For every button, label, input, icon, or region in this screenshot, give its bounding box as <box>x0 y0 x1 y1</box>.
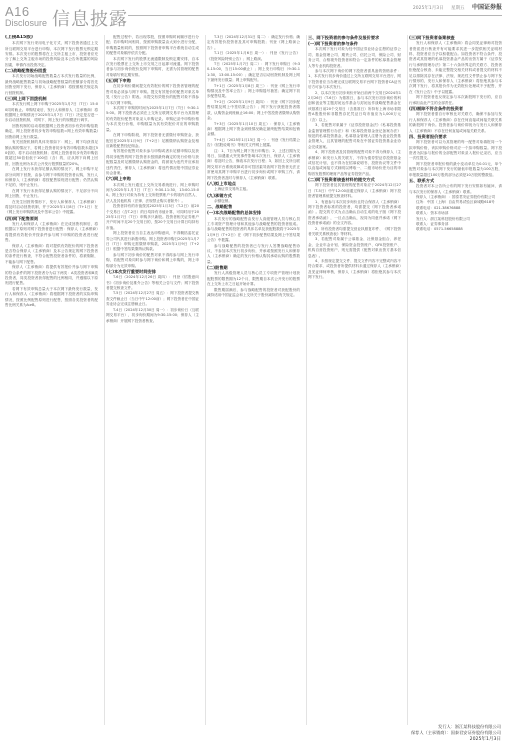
body-paragraph: 回拨机制的启动将根据网上投资者初步有效申购倍数确定，网上投资者初步有效申购倍数=网上有效申购数量/回拨前网上发行数量。 <box>5 123 98 139</box>
body-paragraph: 2、以本次发行初步询价开始日前两个交易日2024年12月26日（T-6日）为基准日，参与本次发行初步询价的科创和创业等主题封闭运作基金与封闭运作战略配售基金在该基准日前20个交易日（含基准日）所持有上海市场非限售A股股份和非限售存托凭证日均市值应为1,000万元（含）以上。 <box>308 90 401 122</box>
body-paragraph: T日（2025年1月7日 周二）：网下发行申购日（9:30-15:00，当日15:00截止）；网上发行申购日（9:30-11:30，13:00-15:00）；确定是否启动回拨机制及网上网下最终发行数量；网上申购配号。 <box>207 62 300 83</box>
text-column-3 <box>207 35 300 725</box>
section-heading: (八)拟上市地点 <box>207 180 236 186</box>
body-paragraph: 发行人和保荐人（主承销商）在完成回拨机制后，将根据以下原则对网下投资者进行配售：保荐人（主承销商）将提供有效报价并按条件参与网下申购的投资者进行配售。 <box>5 222 98 243</box>
body-paragraph: 联系电话：021-38676888 <box>416 205 461 210</box>
body-paragraph: 注：1、T日为网上网下发行申购日；2、上述日期为交易日，如遇重大突发事件影响本次发行，保荐人（主承销商）将及时公告，修改本次发行日程；3、如因上交所互联网交易平台系统故障或非可控因素导致网下投资者无法正常使用其网下申购平台进行初步询价或网下申购工作，请网下投资者及时与保荐人（主承销商）联系。 <box>207 148 300 180</box>
body-paragraph: T-1日（2025年1月6日 周一）：刊登《发行公告》《投资风险特别公告》；网上路演。 <box>207 51 300 61</box>
body-paragraph: 本次发行网上网下申购于2025年1月7日（T日）15:00同时截止。申购结束后，发行人和保荐人（主承销商）将根据网上申购情况于2025年1月7日（T日）决定是否进一步启动回拨机制，对网下、网上发行的规模进行调节。 <box>5 102 98 123</box>
body-paragraph: 本次网下发行对象为经中国证券业协会注册的证券公司、基金管理公司、期货公司、信托公司、保险公司、财务公司、合格境外投资者和符合一定条件的私募基金管理人等专业机构投资者。 <box>308 47 401 68</box>
body-paragraph: 本次网下申购的时间为2025年1月7日（T日）9:30-15:00。网下投资者必须在上交所互联网交易平台为其管理的有效报价配售对象录入申购记录。申购记录中申购价格为本次发行价格，申购数量为其有效报价对应的申购数量。 <box>106 106 199 132</box>
body-paragraph: 联系人：资本市场部 <box>416 211 449 216</box>
section-heading: (五)网下申购 <box>106 78 131 84</box>
body-paragraph: 在初步询价期间提交有效报价的网下投资者管理的配售对象必须参与网下申购。提交有效报价的配售对象名单见《发行公告》附表。未提交有效报价的配售对象不得参与本次网下申购。 <box>106 84 199 105</box>
section-heading: (二)战略配售股份回拨 <box>5 68 47 74</box>
body-paragraph: T+1日（2025年1月8日 周三）：刊登《网上发行申购情况及中签率公告》；网上申购摇号抽签；确定网下初步配售结果。 <box>207 83 300 99</box>
body-paragraph: 发行人和保荐人（主承销商）将会同见证律师对投资者资质进行核查并有可能要求其进一步提供相关证明材料，投资者应当予以积极配合。如投资者不符合条件、投资者或其管理的私募投资基金产品的出资方属于《证券发行与承销管理办法》第二十六条所界定的关联方、投资者拒绝配合核查、未能完整提交相关材料或者提交的材料不足以排除其存在法律、法规、规范性文件禁止参与网下发行情形的，发行人和保荐人（主承销商）将拒绝其参与本次网下发行、将其报价作为无效报价处理或不予配售，并在《发行公告》中予以披露。 <box>409 41 502 94</box>
text-column-1 <box>5 35 98 725</box>
body-paragraph: 有效报价配售对象未参与申购或者未足额申购以及获得初步配售的网下投资者未按照最终确定的发行价格与获配数量及时足额缴纳认购资金的，将被视为违约并应承担违约责任，保荐人（主承销商）将违约情况报中国证券业协会备案。 <box>106 149 199 175</box>
body-paragraph: 住所：中国（上海）自由贸易试验区商城路618号 <box>416 200 495 205</box>
body-paragraph: 本次网下发行采用电子化方式，网下投资者通过上交所互联网交易平台进行申购，本次网下发行股票无锁定期安排。本次发行的股票将在上交所主板上市，投资者应充分了解上交所主板市场的投资风险及本公告所披露的风险因素，审慎作出投资决定。 <box>5 41 98 67</box>
issue-date: 2025年1月3日 <box>412 6 444 11</box>
column-divider <box>407 35 408 725</box>
body-paragraph: 保荐人（主承销商）：国泰君安证券股份有限公司 <box>416 194 496 199</box>
body-paragraph: 投资者持有的市值按其2025年1月3日（T-2日）前20个交易日（含T-2日）的日均持有市值计算，可同时用于2025年1月7日（T日）申购多只新股。投资者相关证券账户开户时间不足20个交易日的，按20个交易日计算日均持有市值。 <box>106 204 199 230</box>
body-paragraph: 余额包销。 <box>214 198 232 203</box>
section-heading: (九)承销方式 <box>207 192 232 198</box>
body-paragraph: T-6日（2024年12月26日 周四）：刊登《招股意向书》《初步询价及推介公告》等相关公告与文件；网下投资者提交核查文件。 <box>106 275 199 291</box>
newspaper-name: 中国证券报 <box>471 4 502 11</box>
body-paragraph: 网下投资者违反规定参与本次新股网下发行的，应自行承担由此产生的全部责任。 <box>409 95 502 105</box>
section-heading: (四)网下配售原则 <box>5 215 39 221</box>
body-paragraph: 若网下有效申购总量大于本次网下最终发行数量，发行人和保荐人（主承销商）将根据网下投资者的实际申购情况，按照比例配售原则进行配售，按照各类投资者的配售比例关系为A≥B。 <box>5 286 98 308</box>
announcement-date: 2025年1月3日 <box>469 737 501 742</box>
body-paragraph: 配售过程中，若出现零股，按照申购时间顺序进行分配；若申购时间相同，按照申购数量由大到小进行分配，申购数量相同的，按照网下投资者申购平台系统自动生成的配售对象顺序依次分配。 <box>106 35 199 56</box>
body-paragraph: 在发生回拨的情形下，发行人和保荐人（主承销商）将及时启动回拨机制，并于2025年1月8日（T+1日）在《网上发行申购情况及中签率公告》中披露。 <box>5 199 98 215</box>
section-heading: (一)网下投资者的参与条件 <box>308 41 358 47</box>
section-heading: (七)本次发行重要时间安排 <box>106 269 156 275</box>
announcement-body <box>5 35 502 725</box>
body-paragraph: 限售期届满后，参与战略配售的投资者对获配股份的减持适用中国证监会和上交所关于股份减持的有关规定。 <box>207 287 300 298</box>
body-paragraph: T+4日（2025年1月13日 周一）：刊登《发行结果公告》《招股说明书》等相关文件网上披露。 <box>207 137 300 148</box>
body-paragraph: T+2日（2025年1月9日 周四）：刊登《网下初步配售结果及网上中签结果公告》；网下发行获配投资者缴款，认购资金到账截止16:00；网上中签投资者缴纳认购资金。 <box>207 99 300 121</box>
section-heading: (六)网上申购 <box>106 176 131 182</box>
section-title: 信息披露 <box>52 9 128 30</box>
text-column-2 <box>106 35 199 725</box>
section-heading: (二)网下投资者核查材料的提交方式 <box>308 177 375 183</box>
section-heading: 四、投资者报价要求 <box>409 133 447 139</box>
body-paragraph: 在网上发行未获得足额认购的情况下，网上申购不足部分向网下回拨，由参与网下申购的投资者认购，发行人和保荐人（主承销商）将按配售原则进行配售；仍然认购不足的，则中止发行。 <box>5 167 98 188</box>
column-divider <box>104 35 105 725</box>
section-heading: 三、网下投资者的参与条件及报价要求 <box>308 35 380 40</box>
header-meta <box>407 2 502 11</box>
body-paragraph: 网上投资者应当自主表达申购意向，不得概括委托证券公司代其进行新股申购。网上投资者申购日2025年1月7日（T日）申购无需缴纳申购款，2025年1月9日（T+2日）根据中签结果缴纳认购款。 <box>106 231 199 252</box>
body-paragraph: 保荐人（主承销商）将对提供有效报价的网下投资者是否符合保荐人（主承销商）及本公告规定的网下投资者的条件进行核查，不符合配售投资者条件的，将被剔除，不能参与网下配售。 <box>5 243 98 264</box>
section-heading: (三)网上网下回拨机制 <box>5 96 47 102</box>
page-number: A16 <box>5 4 30 19</box>
body-paragraph: T-5日（2024年12月27日 周五）：网下投资者提交核查文件截止日（当日中午12:00前）；网下投资者在中国证券业协会完成注册截止日。 <box>106 291 199 307</box>
section-heading: (三)网下投资者备案核查 <box>409 35 455 40</box>
header-rule <box>128 13 502 19</box>
page-masthead <box>0 0 506 32</box>
body-paragraph: 网下投资者及其管理的配售对象应于2024年12月27日（T-5日）中午12:00前通过保荐人（主承销商）网下投资者管理系统提交核查材料。 <box>308 183 401 199</box>
body-paragraph: T-4日（2024年12月30日 周一）：初步询价日（互联网交易平台），初步询价期间为9:30-15:00；保荐人（主承销商）开展网下投资者核查。 <box>106 307 199 323</box>
body-paragraph: 1、有意参与本次初步询价且符合保荐人（主承销商）网下投资者标准的投资者，均需提交《网下投资者承诺函》。提交的方式为点击确认自动生成的电子版《网下投资者承诺函》，一旦点击确认，视同为同意并承诺《网下投资者承诺函》的全文内容。 <box>308 199 401 226</box>
body-paragraph: 本次发行初始战略配售数量占本次发行数量的比例，最终战略配售数量与初始战略配售数量的差额部分将首先回拨至网下发行，保荐人（主承销商）将按照相关规定执行回拨机制。 <box>5 74 98 95</box>
body-paragraph: 网下投资者申报价格的最小变动单位为0.01元，单个配售对象参与本次网下发行的最低申报数量为100万股，申报数量超过100万股的部分必须是10万股的整数倍。 <box>409 161 502 177</box>
body-paragraph: 有关回拨机制的具体安排如下：网上、网下均获得足额认购的情况下，若网上投资者初步有效申购倍数未超过50倍的，将不启动回拨机制；若网上投资者初步有效申购倍数超过50倍但低于100倍（含）的，应从网下向网上回拨，回拨比例为本次公开发行股票数量的20%。 <box>5 140 98 166</box>
section-heading: (四)剔除不符合条件的投资者 <box>409 106 464 112</box>
header-rule-line <box>128 15 502 16</box>
underwriter-signature: 保荐人（主承销商）：国泰君安证券股份有限公司 <box>410 730 501 735</box>
body-paragraph: 本次网下发行的股票无流通限制及锁定期安排，自本次发行股票在上交所上市交易之日起即可流通。网下投资者参与初步询价报价及网下申购时，无需为其管理的配售对象填写锁定期安排。 <box>106 56 199 77</box>
column-divider <box>205 35 206 725</box>
section-heading: (二)限售期 <box>207 265 228 271</box>
section-heading: (上接A15版) <box>5 35 33 40</box>
body-paragraph: T-3日（2024年12月31日 周二）：确定发行价格；确定有效报价投资者及其可申购股数；刊登《网上路演公告》。 <box>207 35 300 50</box>
body-paragraph: 保荐人（主承销商）将提供有效报价并参与网下申购的符合条件的网下投资者分为以下两类：A类投资者和B类投资者，同类投资者获得配售的比例相同，并遵循以下原则进行配售。 <box>5 265 98 286</box>
section-name-english: Disclosure <box>5 18 48 28</box>
issuer-signature: 发行人：浙江某科技股份有限公司 <box>438 724 501 729</box>
body-paragraph: 网下投资者需自行审核比对关联方，确保不参加与发行人和保荐人（主承销商）存在任何直接或间接关联关系的新股网下询价。投资者参与询价即视为与发行人和保荐人（主承销商）不存在任何直接或间接关联关系。 <box>409 112 502 133</box>
body-paragraph: 在网下发行未获得足额认购的情况下，不足部分不向网上回拨，中止发行。 <box>5 188 98 199</box>
body-paragraph: 参与战略配售的投资者已与发行人签署战略配售协议，不参加本次发行初步询价，并承诺按照发行人和保荐人（主承销商）确定的发行价格认购其承诺认购的股票数量。 <box>207 243 300 264</box>
body-paragraph: 投资者对本公告所公布的网下发行安排如有疑问，请与本次发行的保荐人（主承销商）联系。 <box>409 184 502 194</box>
body-paragraph: 联系电话：0571-56658888 <box>416 227 463 232</box>
text-column-4 <box>308 35 401 725</box>
body-paragraph: 3、若配售对象属于《证券投资基金法》《私募投资基金监督管理暂行办法》和《私募投资基金登记备案办法》规范的私募投资基金，私募基金管理人注册为创业投资基金管理人，且其管理的配售对象在中国证券投资基金业协会完成备案。 <box>308 123 401 149</box>
body-paragraph: 2、所有投资者均需提交营业执照复印件、《网下投资者关联关系核查表》等材料。 <box>308 226 401 237</box>
text-column-5 <box>409 35 502 725</box>
body-paragraph: 参与本次网下询价的网下投资者需具备的资格条件：1、本次发行初步询价通过上交所互联网交易平台进行，网下投资者应当办理完成互联网交易平台网下投资者CA证书后方可参与本次发行。 <box>308 69 401 90</box>
announcement-footer <box>326 724 501 743</box>
body-paragraph: 参与网下初步询价的配售对象不得再参与网上发行申购，若配售对象同时参与网下询价和网上申购的，网上申购部分为无效申购。 <box>106 252 199 268</box>
section-heading: 二、战略配售 <box>207 204 233 210</box>
section-heading: 五、联系方式 <box>409 177 435 183</box>
body-paragraph: 在网下申购阶段，网下投资者无需缴付申购资金，获配后在2025年1月9日（T+2日）足额缴纳认购资金及相应新股配售经纪佣金。 <box>106 133 199 148</box>
section-heading: (一)本次战略配售的总体安排 <box>207 210 262 216</box>
body-paragraph: 联系人：证券事务部 <box>416 222 449 226</box>
body-paragraph: 发行人：浙江某科技股份有限公司 <box>416 216 470 221</box>
issue-weekday: 星期五 <box>451 6 465 11</box>
body-paragraph: 4、网下投资者及其管理的配售对象不得为保荐人（主承销商）和发行人的关联方，不得为债券型证券投资基金或信托计划，也不得为在招募说明书、投资协议等文件中以直接或间接方式载明以博取一、二级市场价差为目的申购首发股票的理财产品等证券投资产品。 <box>308 150 401 176</box>
body-paragraph: 网下投资者可以为其管理的每一配售对象填报同一个拟申购价格，该拟申购价格对应一个拟申购数量。网下投资者为拟参与报价的全部配售对象录入报价记录后，应当一次性提交。 <box>409 140 502 161</box>
column-divider <box>306 35 307 725</box>
body-paragraph: 本次网上发行通过上交所交易系统进行，网上申购时间为2025年1月7日（T日）9:30-11:30，13:00-15:00。网上发行对象为持有上交所股票账户卡的境内自然人、法人及其他机构（法律、法规禁止购买者除外）。 <box>106 182 199 203</box>
body-paragraph: 3、若配售对象属于公募基金、社保基金组合、养老金、企业年金计划、保险资金投资账户、QFII投资账户、机构自营投资账户，则无需提供《配售对象出资方基本信息表》。 <box>308 237 401 258</box>
body-paragraph: 本次发行的战略配售由发行人高级管理人员与核心员工专项资产管理计划和其他参与战略配售的投资者组成。参与战略配售的投资者的具体名单及获配股数将于2025年1月9日（T+2日）在《网下初步配售结果及网上中签结果公告》中披露。 <box>207 216 300 243</box>
body-paragraph: 4、未按规定提交文件、提交文件内容不完整或内容不符合要求、或投资者所提供材料未通过保荐人（主承销商）及见证律师审核，保荐人（主承销商）将拒绝其参与本次网下发行。 <box>308 259 401 280</box>
body-paragraph: T+3日（2025年1月10日 周五）：保荐人（主承销商）根据网上网下资金到账情况确定最终配售结果和包销金额。 <box>207 121 300 137</box>
body-paragraph: 发行人高级管理人员与核心员工专项资产管理计划获配股票的限售期为12个月，限售期自本次公开发行的股票在上交所上市之日起开始计算。 <box>207 271 300 287</box>
body-paragraph: 上海证券交易所主板。 <box>214 187 250 192</box>
